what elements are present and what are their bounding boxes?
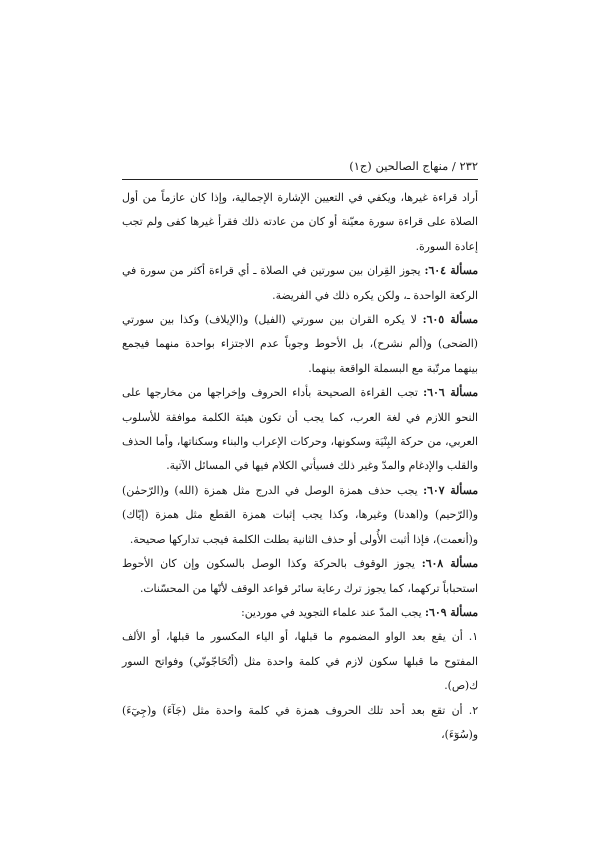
running-head: ٢٣٢ / منهاج الصالحين (ج١) (349, 159, 478, 173)
issue-605 (122, 308, 478, 381)
issue-number: مسألة ٦٠٨: (421, 557, 478, 571)
issue-606 (122, 381, 478, 479)
paragraph-text: ١. أن يقع بعد الواو المضموم ما قبلها، أو الياء المكسور ما قبلها، أو الألف المفتوح ما قبلها سكون لازم في كلمة واحدة مثل (أتُحَاجّونّي) وفواتح السور ك(ص). (122, 630, 478, 693)
issue-number: مسألة ٦٠٤: (424, 264, 478, 278)
paragraph-text: لا يكره القران بين سورتي (الفيل) و(الإيلاف) وكذا بين سورتي (الضحى) و(ألم نشرح)، بل الأحوط وجوباً عدم الاجتزاء بواحدة منهما فيجمع بينهما مرتّبة مع البسملة الواقعة بينهما. (122, 313, 478, 375)
issue-number: مسألة ٦٠٥: (422, 313, 478, 327)
list-item-1 (122, 625, 478, 698)
paragraph-text: يجوز الوقوف بالحركة وكذا الوصل بالسكون وإن كان الأحوط استحباباً تركهما، كما يجوز ترك رعاية سائر قواعد الوقف لأنّها من المحسّنات. (122, 557, 478, 595)
issue-609 (122, 601, 478, 625)
paragraph-text: تجب القراءة الصحيحة بأداء الحروف وإخراجها من مخارجها على النحو اللازم في لغة العرب، كما يجب أن تكون هيئة الكلمة موافقة للأسلوب العربي، من حركة البِنْيَة وسكونها، وحركات الإعراب والبناء وسكناتها، وأما الحذف والقلب والإدغام والمدّ وغير ذلك فسيأتي الكلام فيها في المسائل الآتية. (122, 386, 478, 473)
issue-607 (122, 479, 478, 552)
header-divider (122, 179, 478, 180)
paragraph-continuation (122, 186, 478, 259)
issue-608 (122, 552, 478, 601)
paragraph-text: أراد قراءة غيرها، ويكفي في التعيين الإشارة الإجمالية، وإذا كان عازماً من أول الصلاة على قراءة سورة معيّنة أو كان من عادته ذلك فقرأ غيرها كفى ولم تجب إعادة السورة. (122, 191, 478, 253)
paragraph-text: يجوز القِران بين سورتين في الصلاة ـ أي قراءة أكثر من سورة في الركعة الواحدة ـ، ولكن يكره ذلك في الفريضة. (122, 264, 478, 302)
issue-604 (122, 259, 478, 308)
issue-number: مسألة ٦٠٦: (423, 386, 478, 400)
issue-number: مسألة ٦٠٩: (425, 605, 478, 619)
paragraph-text: يجب المدّ عند علماء التجويد في موردين: (241, 605, 426, 619)
list-item-2 (122, 699, 478, 748)
paragraph-text: ٢. أن تقع بعد أحد تلك الحروف همزة في كلمة واحدة مثل (جَآءَ) و(جِيٓءَ) و(سُوٓءَ)، (122, 703, 478, 741)
paragraph-text: يجب حذف همزة الوصل في الدرج مثل همزة (الله) و(الرّحمٰن) و(الرّحيم) و(اهدنا) وغيرها، وكذا يجب إثبات همزة القطع مثل همزة (إيّاك) و(أنعمت)، فإذا أثبت الأُولى أو حذف الثانية بطلت الكلمة فيجب تداركها صحيحة. (122, 483, 478, 546)
page-body (122, 186, 478, 747)
issue-number: مسألة ٦٠٧: (423, 483, 478, 497)
